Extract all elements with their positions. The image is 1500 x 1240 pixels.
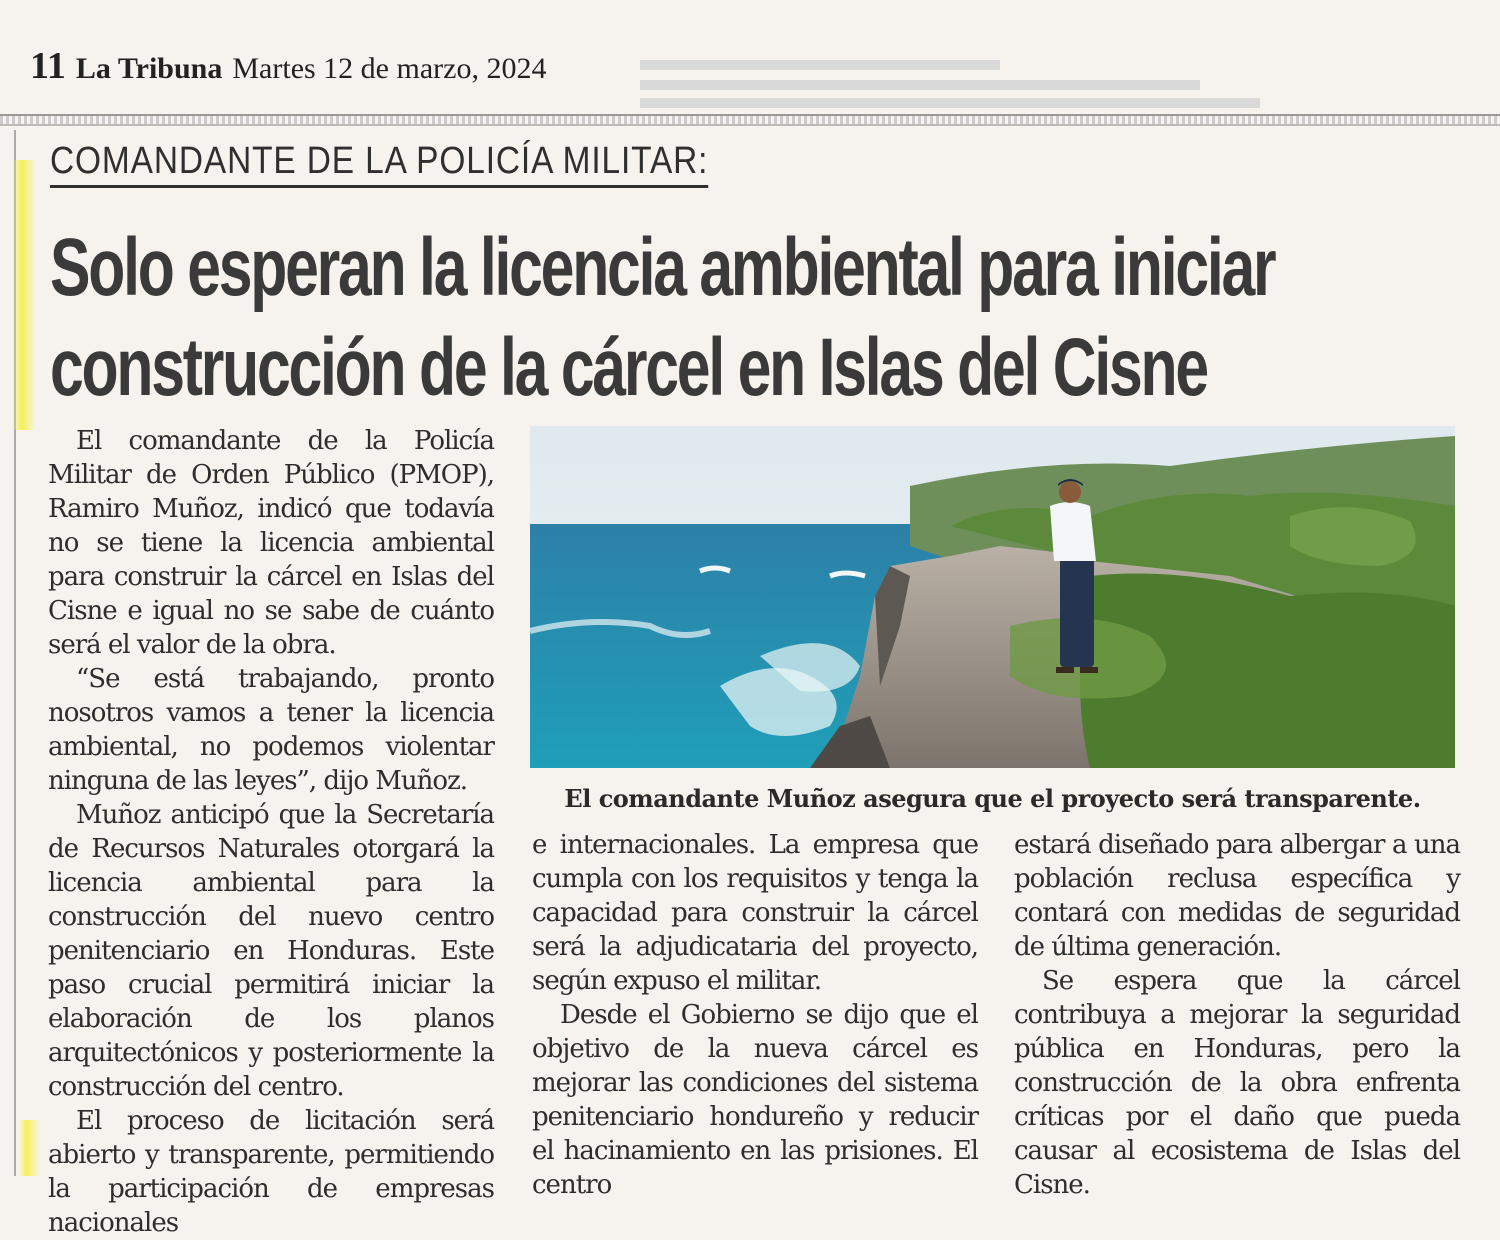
paragraph: estará diseñado para albergar a una población reclusa específica y contará con medidas de seguridad de última generación. — [1014, 830, 1460, 962]
highlighter-mark — [12, 160, 36, 430]
photo-caption: El comandante Muñoz asegura que el proyecto será transparente. — [564, 784, 1421, 813]
article-kicker: COMANDANTE DE LA POLICÍA MILITAR: — [50, 140, 708, 188]
headline-line: construcción de la cárcel en Islas del Cisne — [50, 322, 1207, 413]
paragraph: Desde el Gobierno se dijo que el objetivo de la nueva cárcel es mejorar las condiciones del sistema penitenciario hondureño y reducir el hacinamiento en las prisiones. El centro — [532, 1000, 978, 1200]
issue-date: Martes 12 de marzo, 2024 — [232, 52, 547, 85]
headline-line: Solo esperan la licencia ambiental para iniciar — [50, 222, 1275, 313]
paragraph: Se espera que la cárcel contribuya a mejorar la seguridad pública en Honduras, pero la construcción de la obra enfrenta críticas por el daño que pueda causar al ecosistema de Islas del Cisne. — [1014, 966, 1460, 1200]
paragraph: El proceso de licitación será abierto y transparente, permitiendo la participación de empresas nacionales — [48, 1106, 494, 1238]
page-number: 11 — [30, 45, 66, 87]
article-headline — [50, 218, 1275, 418]
article-photo — [530, 426, 1455, 768]
article-column-3 — [1014, 828, 1460, 1202]
highlighter-mark — [18, 1120, 40, 1176]
article-column-2 — [532, 828, 978, 1202]
paragraph: Muñoz anticipó que la Secretaría de Recursos Naturales otorgará la licencia ambiental para la construcción del nuevo centro penitenciario en Honduras. Este paso crucial permitirá iniciar la elaboración de los planos arquitectónicos y posteriormente la construcción del centro. — [48, 800, 494, 1102]
paper-name: La Tribuna — [75, 52, 223, 85]
paragraph: e internacionales. La empresa que cumpla con los requisitos y tenga la capacidad para construir la cárcel será la adjudicataria del proyecto, según expuso el militar. — [532, 830, 978, 996]
article-column-1 — [48, 424, 494, 1240]
masthead-rule — [0, 114, 1500, 126]
masthead — [30, 44, 546, 88]
paragraph: El comandante de la Policía Militar de Orden Público (PMOP), Ramiro Muñoz, indicó que todavía no se tiene la licencia ambiental para construir la cárcel en Islas del Cisne e igual no se sabe de cuánto será el valor de la obra. — [48, 426, 494, 660]
paragraph: “Se está trabajando, pronto nosotros vamos a tener la licencia ambiental, no podemos violentar ninguna de las leyes”, dijo Muñoz. — [48, 664, 494, 796]
bleed-through-text — [620, 0, 1500, 112]
